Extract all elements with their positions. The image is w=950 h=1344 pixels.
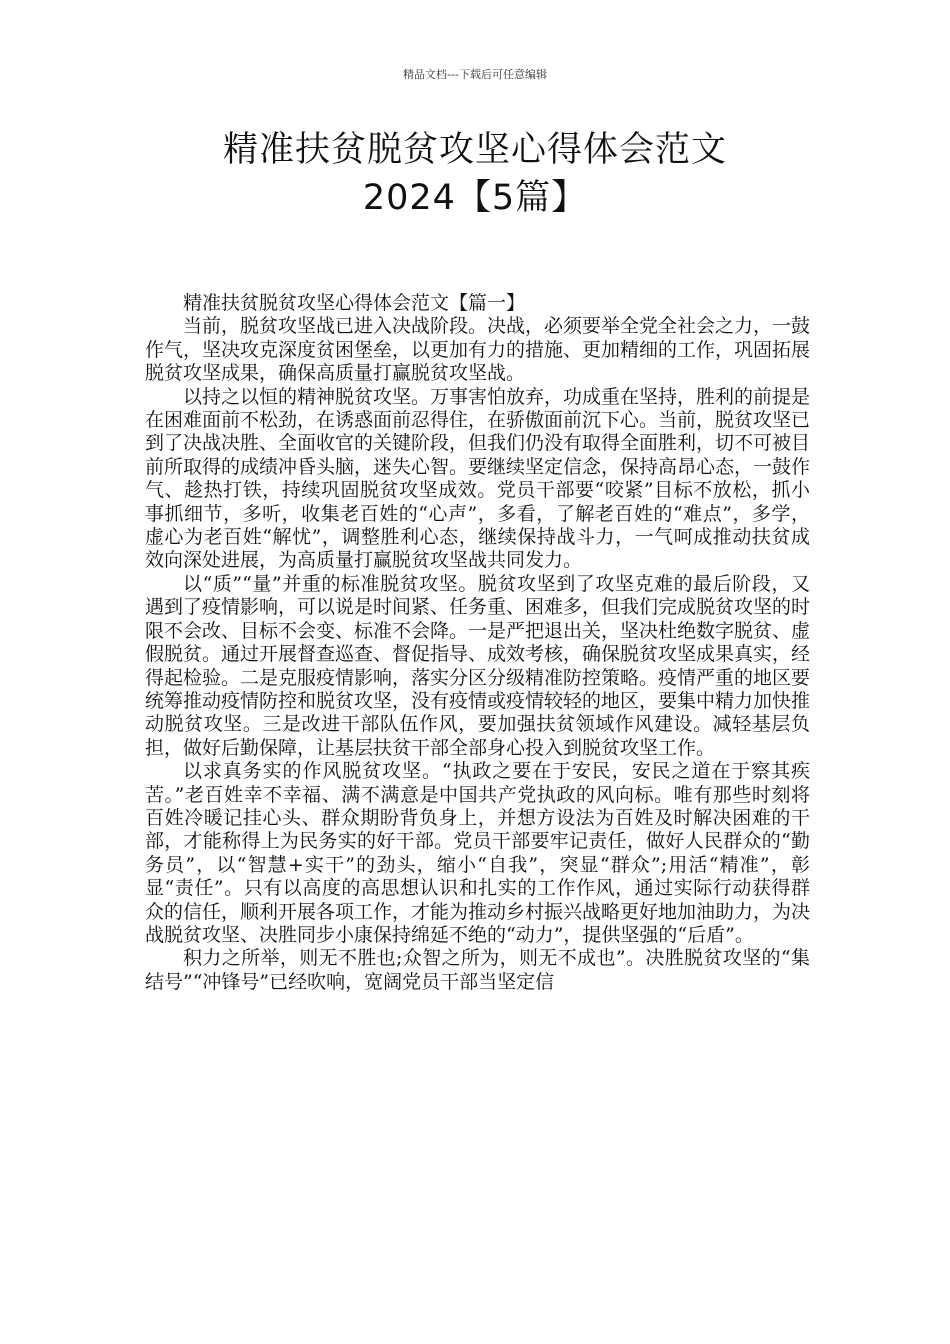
document-title-line-1: 精准扶贫脱贫攻坚心得体会范文 [222,130,727,170]
paragraph-2: 以持之以恒的精神脱贫攻坚。万事害怕放弃，功成重在坚持，胜利的前提是在困难面前不松劲，在诱惑面前忍得住，在骄傲面前沉下心。当前，脱贫攻坚已到了决战决胜、全面收官的关键阶段，但我们仍没有取得全面胜利，切不可被目前所取得的成绩冲昏头脑，迷失心智。要继续坚定信念，保持高昂心态，一鼓作气、趁热打铁，持续巩固脱贫攻坚成效。党员干部要“咬紧”目标不放松，抓小事抓细节，多听，收集老百姓的“心声”，多看，了解老百姓的“难点”，多学，虚心为老百姓“解忧”，调整胜利心态，继续保持战斗力，一气呵成推动扶贫成效向深处进展，为高质量打赢脱贫攻坚战共同发力。 [145,385,811,572]
document-title-line-2: 2024【5篇】 [362,178,588,218]
paragraph-3: 以“质”“量”并重的标准脱贫攻坚。脱贫攻坚到了攻坚克难的最后阶段，又遇到了疫情影响，可以说是时间紧、任务重、困难多，但我们完成脱贫攻坚的时限不会改、目标不会变、标准不会降。一是严把退出关，坚决杜绝数字脱贫、虚假脱贫。通过开展督查巡查、督促指导、成效考核，确保脱贫攻坚成果真实，经得起检验。二是克服疫情影响，落实分区分级精准防控策略。疫情严重的地区要统筹推动疫情防控和脱贫攻坚，没有疫情或疫情较轻的地区，要集中精力加快推动脱贫攻坚。三是改进干部队伍作风，要加强扶贫领域作风建设。减轻基层负担，做好后勤保障，让基层扶贫干部全部身心投入到脱贫攻坚工作。 [145,572,811,759]
page-header: 精品文档---下载后可任意编辑 [403,68,547,81]
paragraph-4: 以求真务实的作风脱贫攻坚。“执政之要在于安民，安民之道在于察其疾苦。”老百姓幸不幸福、满不满意是中国共产党执政的风向标。唯有那些时刻将百姓冷暖记挂心头、群众期盼背负身上，并想方设法为百姓及时解决困难的干部，才能称得上为民务实的好干部。党员干部要牢记责任，做好人民群众的“勤务员”，以“智慧+实干”的劲头，缩小“自我”，突显“群众”;用活“精准”，彰显“责任”。只有以高度的高思想认识和扎实的工作作风，通过实际行动获得群众的信任，顺利开展各项工作，才能为推动乡村振兴战略更好地加油助力，为决战脱贫攻坚、决胜同步小康保持绵延不绝的“动力”，提供坚强的“后盾”。 [145,760,811,946]
paragraph-1: 当前，脱贫攻坚战已进入决战阶段。决战，必须要举全党全社会之力，一鼓作气，坚决攻克深度贫困堡垒，以更加有力的措施、更加精细的工作，巩固拓展脱贫攻坚成果，确保高质量打赢脱贫攻坚战。 [145,315,811,385]
document-title [140,126,810,222]
section-heading: 精准扶贫脱贫攻坚心得体会范文【篇一】 [183,292,526,314]
paragraph-5: 积力之所举，则无不胜也;众智之所为，则无不成也”。决胜脱贫攻坚的“集结号”“冲锋号”已经吹响，宽阔党员干部当坚定信 [145,947,810,993]
document-body [145,292,810,994]
